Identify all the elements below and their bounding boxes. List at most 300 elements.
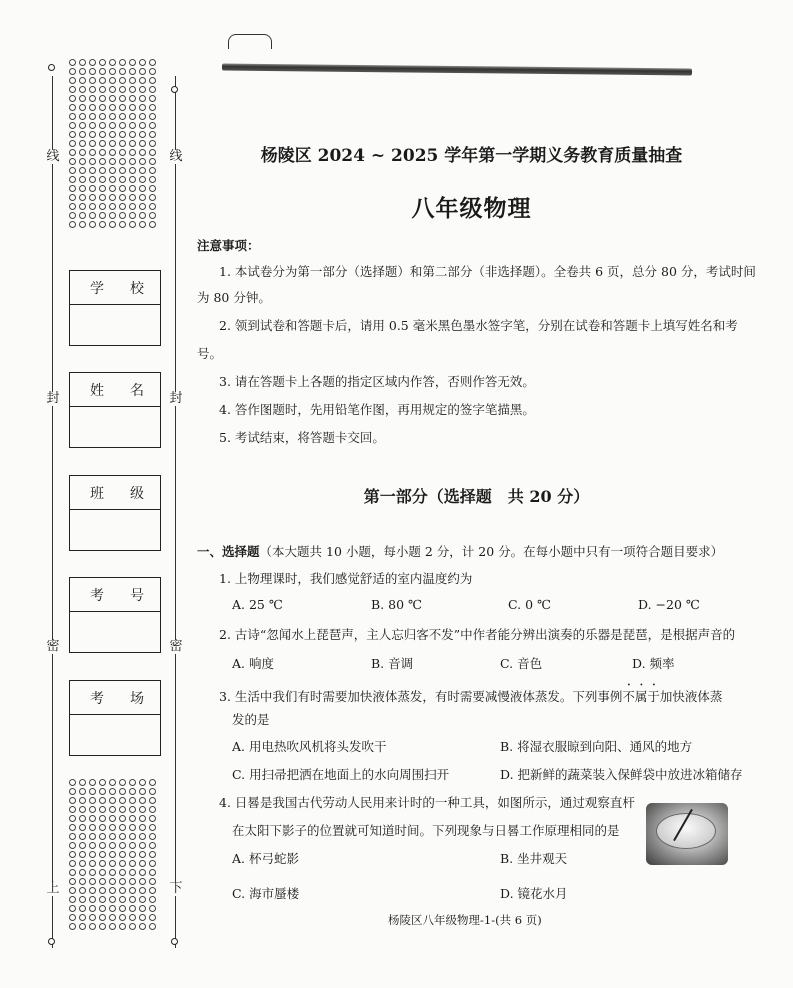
option-b[interactable]: B. 音调 [371,656,414,671]
notice-item: 5. 考试结束，将答题卡交回。 [219,430,385,445]
question-stem-cont: 发的是 [232,712,270,727]
binding-dot [99,887,106,894]
binding-dot [139,815,146,822]
binding-dot [89,815,96,822]
binding-dot [89,896,96,903]
binding-dot [109,77,116,84]
binding-dot [69,905,76,912]
binding-dot [89,131,96,138]
binding-dot [129,905,136,912]
binding-dot [69,68,76,75]
binding-dot [109,122,116,129]
binding-dot [79,86,86,93]
binding-dot [149,59,156,66]
binding-dot [149,869,156,876]
binding-dot [149,77,156,84]
binding-dot [149,131,156,138]
exam-number-field[interactable] [69,577,161,653]
binding-dot [149,833,156,840]
binding-dot [79,860,86,867]
binding-dot [129,68,136,75]
binding-dot [119,797,126,804]
binding-dot [109,86,116,93]
option-c[interactable]: C. 海市蜃楼 [232,886,300,901]
binding-dot [139,77,146,84]
binding-endmark [171,86,178,93]
binding-dot [119,887,126,894]
option-c[interactable]: C. 0 ℃ [508,597,551,612]
binding-dot [109,95,116,102]
question-stem: 2. 古诗“忽闻水上琵琶声，主人忘归客不发”中作者能分辨出演奏的乐器是琵琶，是根据声音的 [219,627,736,642]
binding-dot [79,104,86,111]
binding-dot [149,860,156,867]
binding-dot [139,914,146,921]
binding-dot [129,815,136,822]
binding-dot [139,86,146,93]
binding-dot [149,113,156,120]
binding-dot [139,59,146,66]
binding-dot [119,860,126,867]
binding-dot [139,797,146,804]
binding-dot [139,68,146,75]
page-footer: 杨陵区八年级物理-1-(共 6 页) [388,913,542,927]
binding-dot [79,68,86,75]
binding-dot [129,878,136,885]
binding-dot [109,104,116,111]
binding-dot [79,896,86,903]
binding-dot [119,779,126,786]
binding-dot [89,86,96,93]
binding-dot [109,923,116,930]
binding-dot [119,113,126,120]
exam-room-field-label [70,681,160,715]
binding-dot [89,806,96,813]
option-d[interactable]: D. −20 ℃ [638,597,700,612]
binding-dot [119,806,126,813]
binding-dot [139,806,146,813]
binding-dot [99,806,106,813]
binding-dot [149,86,156,93]
binding-dot [129,797,136,804]
binding-dot [149,878,156,885]
binding-dot [79,887,86,894]
sundial-image [646,803,728,865]
binding-dot [69,788,76,795]
binding-dot [149,914,156,921]
binding-dot [139,860,146,867]
binding-dot [99,824,106,831]
binding-dot [69,86,76,93]
binding-dot [129,914,136,921]
binding-dot [89,797,96,804]
binding-dot [79,851,86,858]
binding-dot [79,59,86,66]
binding-dot [139,95,146,102]
binding-dot [129,122,136,129]
binding-dot [89,788,96,795]
binding-dot [89,905,96,912]
binding-dot [79,878,86,885]
binding-dot [119,842,126,849]
binding-dot [79,824,86,831]
binding-dot [79,869,86,876]
binding-dot [89,923,96,930]
binding-dot [89,833,96,840]
binding-dot [89,860,96,867]
binding-dot [89,167,96,174]
binding-dot [89,95,96,102]
name-label-char: 姓 [90,382,104,399]
binding-dot [139,905,146,912]
binding-dot [149,167,156,174]
binding-dot [129,95,136,102]
notice-item: 3. 请在答题卡上各题的指定区域内作答，否则作答无效。 [219,374,535,389]
binding-dot [149,95,156,102]
binding-dot [99,68,106,75]
binding-dot [79,905,86,912]
notice-item: 为 80 分钟。 [197,290,271,305]
binding-dot [129,104,136,111]
binding-dot [89,851,96,858]
binding-dot [79,833,86,840]
binding-dot [89,113,96,120]
seal-char-left: 封 [46,391,60,406]
notice-heading: 注意事项： [197,238,260,253]
binding-dot [99,914,106,921]
binding-dot [69,59,76,66]
binding-dot [149,842,156,849]
binding-dot [109,167,116,174]
binding-dot [109,779,116,786]
binding-dot [119,167,126,174]
binding-dot [129,113,136,120]
binding-dot [149,851,156,858]
binding-dot [129,869,136,876]
exam-room-field[interactable] [69,680,161,756]
binding-dot [119,914,126,921]
binding-dot [69,797,76,804]
binding-dot [119,815,126,822]
binding-dot [149,104,156,111]
binding-dot [109,806,116,813]
name-field-label [70,373,160,407]
binding-dot [99,77,106,84]
binding-dot [79,842,86,849]
binding-dot [79,113,86,120]
binding-dot [139,131,146,138]
binding-dot [129,131,136,138]
binding-dot [109,860,116,867]
school-field[interactable] [69,270,161,346]
binding-dot [129,842,136,849]
question-stem: 4. 日晷是我国古代劳动人民用来计时的一种工具，如图所示，通过观察直杆 [219,795,635,810]
binding-dot [119,59,126,66]
exam-room-label-char: 考 [90,690,104,707]
binding-dot [99,878,106,885]
binding-dot [139,887,146,894]
binding-dot [69,95,76,102]
binding-dot [109,797,116,804]
binding-dot [69,806,76,813]
binding-dot [89,842,96,849]
option-a[interactable]: A. 25 ℃ [232,597,283,612]
binding-dot [139,104,146,111]
binding-dot [79,77,86,84]
exam-number-label-char: 号 [130,587,144,604]
binding-dot [149,896,156,903]
binding-dot [69,869,76,876]
option-b[interactable]: B. 80 ℃ [371,597,422,612]
binding-dot [109,59,116,66]
binding-dot [129,806,136,813]
binding-dot [129,896,136,903]
binding-dot [99,59,106,66]
binding-dot [69,77,76,84]
dot-grid-bottom [68,778,158,931]
school-label-char: 校 [130,280,144,297]
binding-dot [149,887,156,894]
up-char: 上 [46,881,60,896]
option-c[interactable]: C. 音色 [500,656,543,671]
seal-char-right: 封 [169,391,183,406]
binding-dot [89,77,96,84]
exam-room-label-char: 场 [130,690,144,707]
binding-dot [139,851,146,858]
binding-dot [139,878,146,885]
binding-dot [109,68,116,75]
option-a[interactable]: A. 响度 [232,656,274,671]
binding-dot [79,176,86,183]
notice-item: 2. 领到试卷和答题卡后，请用 0.5 毫米黑色墨水签字笔，分别在试卷和答题卡上填写姓名和考 [219,318,738,333]
binding-dot [89,914,96,921]
page-tab-mark [228,34,272,49]
binding-dot [99,779,106,786]
binding-dot [69,167,76,174]
binding-dot [119,86,126,93]
line-char-right: 线 [169,149,183,164]
class-label-char: 班 [90,485,104,502]
exam-title: 杨陵区 2024 ~ 2025 学年第一学期义务教育质量抽查 [260,146,683,166]
binding-dot [129,176,136,183]
binding-dot [69,923,76,930]
binding-dot [119,869,126,876]
binding-dot [139,833,146,840]
binding-dot [119,833,126,840]
binding-dot [109,851,116,858]
binding-dot [119,122,126,129]
binding-dot [99,122,106,129]
binding-dot [99,176,106,183]
binding-dot [119,923,126,930]
binding-dot [69,896,76,903]
binding-dot [109,878,116,885]
binding-dot [149,779,156,786]
binding-dot [99,923,106,930]
binding-dot [119,131,126,138]
option-d[interactable]: D. 把新鲜的蔬菜装入保鲜袋中放进冰箱储存 [500,767,743,782]
option-d[interactable]: D. 镜花水月 [500,886,568,901]
binding-dot [79,914,86,921]
binding-dot [89,59,96,66]
binding-dot [69,887,76,894]
exam-number-label-char: 考 [90,587,104,604]
binding-dot [149,797,156,804]
section-desc: （本大题共 10 小题，每小题 2 分，计 20 分。在每小题中只有一项符合题目要求） [259,544,724,559]
binding-dot [69,824,76,831]
binding-dot [149,806,156,813]
binding-endmark [48,64,55,71]
binding-dot [109,896,116,903]
option-d[interactable]: D. 频率 [632,656,675,671]
exam-number-field-label [70,578,160,612]
binding-dot [119,68,126,75]
binding-dot [119,788,126,795]
binding-dot [119,176,126,183]
binding-dot [89,122,96,129]
secret-char-left: 密 [46,639,60,654]
binding-dot [109,788,116,795]
name-field[interactable] [69,372,161,448]
binding-dot [89,176,96,183]
binding-dot [139,923,146,930]
binding-dot [69,122,76,129]
binding-dot [129,887,136,894]
binding-dot [139,896,146,903]
binding-dot [89,104,96,111]
binding-dot [89,869,96,876]
binding-dot [109,887,116,894]
binding-dot [139,176,146,183]
binding-dot [149,122,156,129]
binding-dot [99,95,106,102]
binding-dot [139,113,146,120]
binding-dot [129,851,136,858]
binding-dot [99,896,106,903]
down-char: 下 [169,881,183,896]
binding-dot [79,923,86,930]
binding-dot [139,824,146,831]
school-field-label [70,271,160,305]
stem-part: 3. 生活中我们有时需要加快液体蒸发，有时需要减慢液体蒸发。下列事例 [219,689,623,704]
binding-dot [109,869,116,876]
binding-dot [79,167,86,174]
subject-title: 八年级物理 [411,195,532,222]
binding-dot [89,779,96,786]
binding-dot [149,68,156,75]
binding-dot [79,815,86,822]
binding-dot [99,833,106,840]
header-rule [222,64,692,76]
binding-dot [69,113,76,120]
binding-dot [109,131,116,138]
binding-dot [99,131,106,138]
binding-dot [119,95,126,102]
binding-dot [139,167,146,174]
binding-dot [99,842,106,849]
binding-dot [69,104,76,111]
binding-dot [109,905,116,912]
binding-endmark [171,938,178,945]
binding-dot [129,59,136,66]
binding-dot [99,851,106,858]
binding-dot [129,833,136,840]
binding-dot [99,815,106,822]
binding-dot [139,779,146,786]
binding-dot [149,176,156,183]
binding-dot [79,788,86,795]
binding-dot [89,68,96,75]
binding-dot [99,167,106,174]
option-b[interactable]: B. 将湿衣服晾到向阳、通风的地方 [500,739,693,754]
binding-dot [79,779,86,786]
line-char-left: 线 [46,149,60,164]
binding-dot [109,113,116,120]
binding-dot [129,86,136,93]
binding-dot [89,887,96,894]
binding-dot [139,869,146,876]
binding-dot [139,122,146,129]
binding-dot [69,842,76,849]
binding-dot [149,905,156,912]
option-a[interactable]: A. 用电热吹风机将头发吹干 [232,739,387,754]
binding-dot [109,833,116,840]
option-b[interactable]: B. 坐井观天 [500,851,568,866]
name-label-char: 名 [130,382,144,399]
binding-dot [69,833,76,840]
binding-dot [129,77,136,84]
binding-dot [99,797,106,804]
binding-dot [109,824,116,831]
binding-dot [79,131,86,138]
part1-title: 第一部分（选择题 共 20 分） [363,487,590,506]
option-c[interactable]: C. 用扫帚把洒在地面上的水向周围扫开 [232,767,450,782]
binding-dot [119,905,126,912]
binding-dot [109,176,116,183]
binding-dot [99,788,106,795]
binding-dot [119,878,126,885]
binding-dot [69,851,76,858]
binding-dot [99,905,106,912]
binding-dot [149,824,156,831]
binding-dot [79,95,86,102]
binding-dot [109,914,116,921]
binding-dot [139,842,146,849]
question-stem: 1. 上物理课时，我们感觉舒适的室内温度约为 [219,571,473,586]
binding-dot [69,914,76,921]
binding-dot [99,104,106,111]
binding-dot [79,806,86,813]
option-a[interactable]: A. 杯弓蛇影 [232,851,299,866]
binding-dot [139,788,146,795]
binding-dot [69,131,76,138]
binding-dot [129,824,136,831]
stem-emphasis: 不属于 [622,689,660,704]
binding-dot [149,815,156,822]
binding-dot [149,788,156,795]
binding-dot [119,104,126,111]
binding-endmark [48,938,55,945]
binding-dot [89,824,96,831]
notice-item: 4. 答作图题时，先用铅笔作图，再用规定的签字笔描黑。 [219,402,535,417]
binding-dot [129,860,136,867]
binding-dot [99,860,106,867]
binding-dot [99,869,106,876]
stem-part: 加快液体蒸 [659,689,723,704]
binding-dot [79,797,86,804]
binding-dot [129,167,136,174]
section-heading [197,542,723,560]
binding-dot [109,815,116,822]
